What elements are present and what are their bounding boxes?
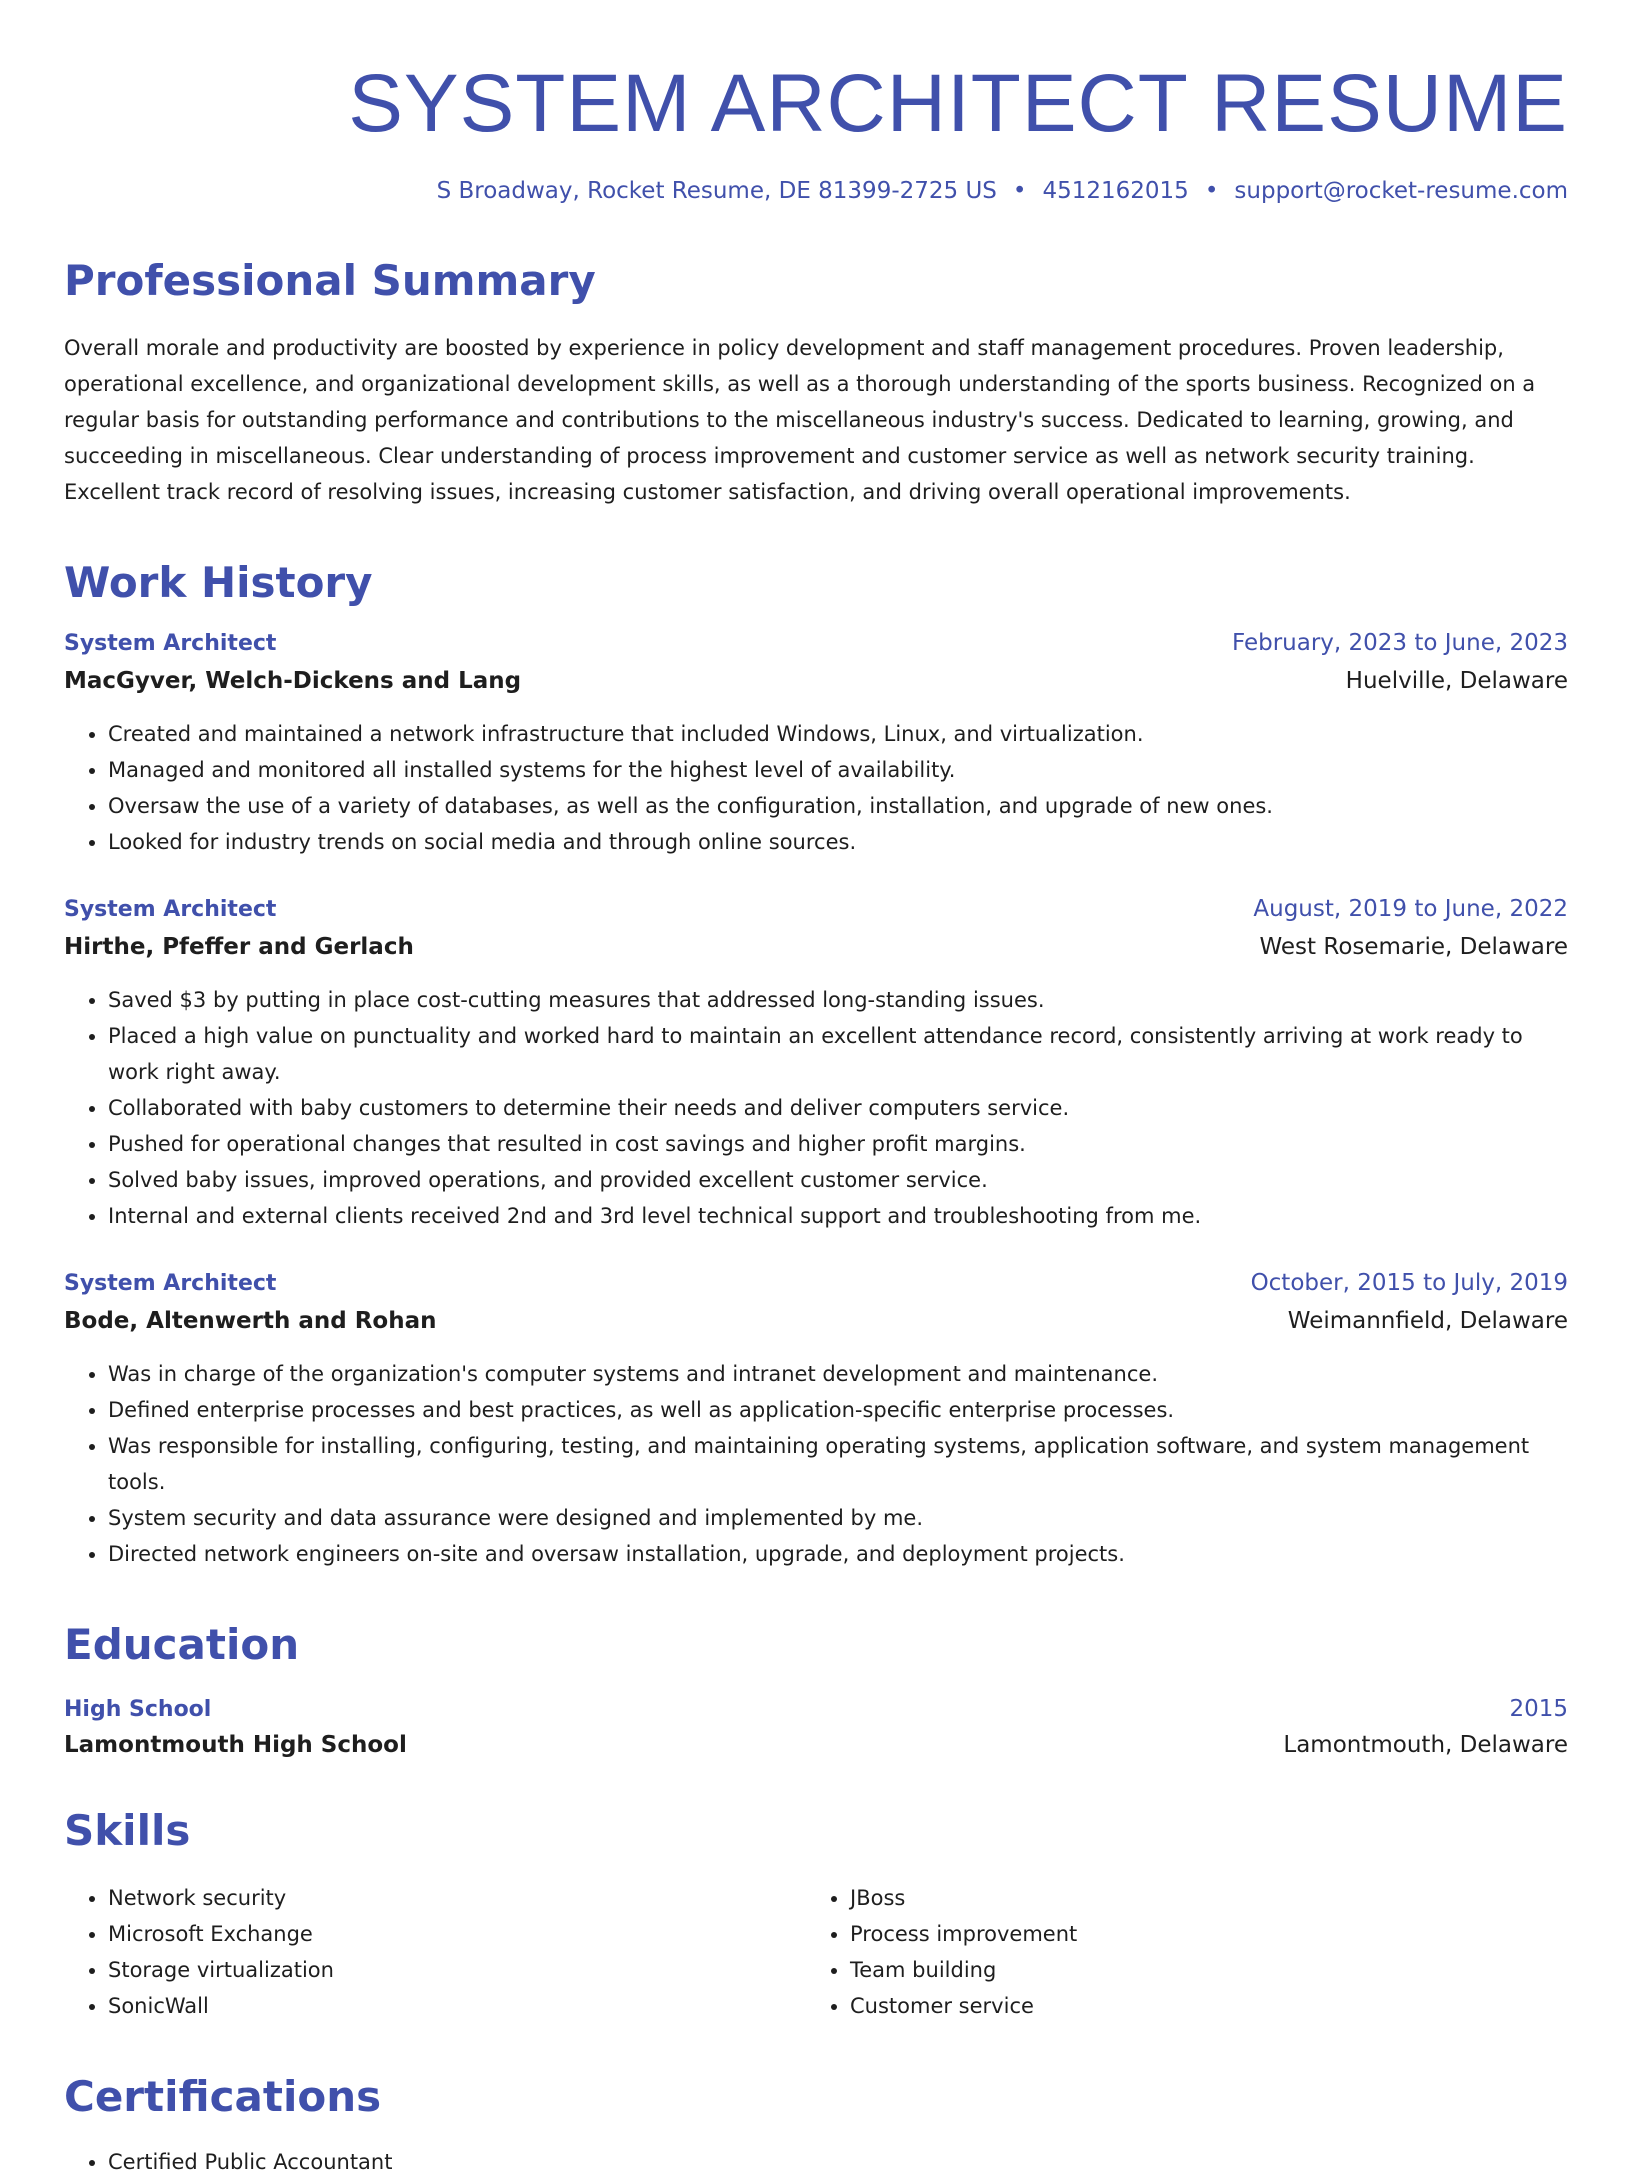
resume-title: SYSTEM ARCHITECT RESUME bbox=[348, 58, 1568, 149]
resume-page bbox=[64, 0, 1568, 2180]
skill-item: • Network security bbox=[108, 1880, 806, 1916]
school-location: Lamontmouth, Delaware bbox=[1283, 1732, 1568, 1758]
certification-item: • Certified Public Accountant bbox=[108, 2144, 1568, 2180]
job-bullets bbox=[64, 982, 1568, 1234]
job-bullet: • Directed network engineers on-site and oversaw installation, upgrade, and deployment projects. bbox=[108, 1536, 1568, 1572]
education-heading: Education bbox=[64, 1620, 300, 1669]
skill-item: • Storage virtualization bbox=[108, 1952, 806, 1988]
graduation-year: 2015 bbox=[1509, 1696, 1568, 1722]
work-history-heading: Work History bbox=[64, 558, 373, 607]
school-name: Lamontmouth High School bbox=[64, 1732, 407, 1758]
job-bullet: • Oversaw the use of a variety of databases, as well as the configuration, installation, and upgrade of new ones. bbox=[108, 788, 1568, 824]
skill-item: • JBoss bbox=[850, 1880, 1548, 1916]
skill-item: • Process improvement bbox=[850, 1916, 1548, 1952]
skill-item: • Team building bbox=[850, 1952, 1548, 1988]
company-name: Bode, Altenwerth and Rohan bbox=[64, 1308, 437, 1334]
contact-separator: • bbox=[1012, 178, 1027, 204]
job-bullet: • Created and maintained a network infrastructure that included Windows, Linux, and virtualization. bbox=[108, 716, 1568, 752]
job-bullet: • Solved baby issues, improved operations, and provided excellent customer service. bbox=[108, 1162, 1568, 1198]
education-entry bbox=[64, 1696, 1568, 1758]
job-title: System Architect bbox=[64, 631, 277, 656]
job-title: System Architect bbox=[64, 1271, 277, 1296]
job-bullets bbox=[64, 716, 1568, 860]
skill-item: • Customer service bbox=[850, 1988, 1548, 2024]
job-entry bbox=[64, 1270, 1568, 1572]
job-dates: February, 2023 to June, 2023 bbox=[1231, 630, 1568, 656]
job-entry bbox=[64, 896, 1568, 1234]
job-bullet: • Saved $3 by putting in place cost-cutting measures that addressed long-standing issues. bbox=[108, 982, 1568, 1018]
contact-separator: • bbox=[1204, 178, 1219, 204]
job-bullet: • Was in charge of the organization's computer systems and intranet development and maintenance. bbox=[108, 1356, 1568, 1392]
job-dates: August, 2019 to June, 2022 bbox=[1253, 896, 1568, 922]
skill-item: • Microsoft Exchange bbox=[108, 1916, 806, 1952]
job-location: Weimannfield, Delaware bbox=[1287, 1308, 1568, 1334]
job-title: System Architect bbox=[64, 897, 277, 922]
job-bullet: • Managed and monitored all installed systems for the highest level of availability. bbox=[108, 752, 1568, 788]
contact-line bbox=[64, 178, 1568, 204]
company-name: Hirthe, Pfeffer and Gerlach bbox=[64, 934, 414, 960]
degree: High School bbox=[64, 1697, 212, 1722]
job-bullet: • Looked for industry trends on social media and through online sources. bbox=[108, 824, 1568, 860]
certifications-list bbox=[64, 2144, 1568, 2180]
job-bullet: • Collaborated with baby customers to determine their needs and deliver computers service. bbox=[108, 1090, 1568, 1126]
contact-address: S Broadway, Rocket Resume, DE 81399-2725 US bbox=[436, 178, 997, 204]
summary-text: Overall morale and productivity are boosted by experience in policy development and staff management procedures. Proven leadership, operational excellence, and organizational development skills, as well as a thorough understanding of the sports business. Recognized on a regular basis for outstanding performance and contributions to the miscellaneous industry's success. Dedicated to learning, growing, and succeeding in miscellaneous. Clear understanding of process improvement and customer service as well as network security training. Excellent track record of resolving issues, increasing customer satisfaction, and driving overall operational improvements. bbox=[64, 336, 1536, 504]
skills-column-right bbox=[806, 1880, 1548, 2024]
skills-column-left bbox=[64, 1880, 806, 2024]
job-bullet: • Internal and external clients received 2nd and 3rd level technical support and troubleshooting from me. bbox=[108, 1198, 1568, 1234]
contact-phone: 4512162015 bbox=[1042, 178, 1189, 204]
job-entry bbox=[64, 630, 1568, 860]
contact-email: support@rocket-resume.com bbox=[1234, 178, 1568, 204]
skills-heading: Skills bbox=[64, 1806, 191, 1855]
job-bullets bbox=[64, 1356, 1568, 1572]
skills-list bbox=[64, 1880, 1568, 2024]
job-bullet: • Pushed for operational changes that resulted in cost savings and higher profit margins. bbox=[108, 1126, 1568, 1162]
job-location: West Rosemarie, Delaware bbox=[1259, 934, 1568, 960]
summary-heading: Professional Summary bbox=[64, 256, 596, 305]
job-bullet: • Placed a high value on punctuality and worked hard to maintain an excellent attendance record, consistently arriving at work ready to work right away. bbox=[108, 1018, 1568, 1090]
job-bullet: • System security and data assurance were designed and implemented by me. bbox=[108, 1500, 1568, 1536]
company-name: MacGyver, Welch-Dickens and Lang bbox=[64, 668, 522, 694]
job-bullet: • Defined enterprise processes and best practices, as well as application-specific enterprise processes. bbox=[108, 1392, 1568, 1428]
job-dates: October, 2015 to July, 2019 bbox=[1250, 1270, 1568, 1296]
job-location: Huelville, Delaware bbox=[1345, 668, 1568, 694]
certifications-heading: Certifications bbox=[64, 2072, 382, 2121]
job-bullet: • Was responsible for installing, configuring, testing, and maintaining operating systems, application software, and system management tools. bbox=[108, 1428, 1568, 1500]
skill-item: • SonicWall bbox=[108, 1988, 806, 2024]
